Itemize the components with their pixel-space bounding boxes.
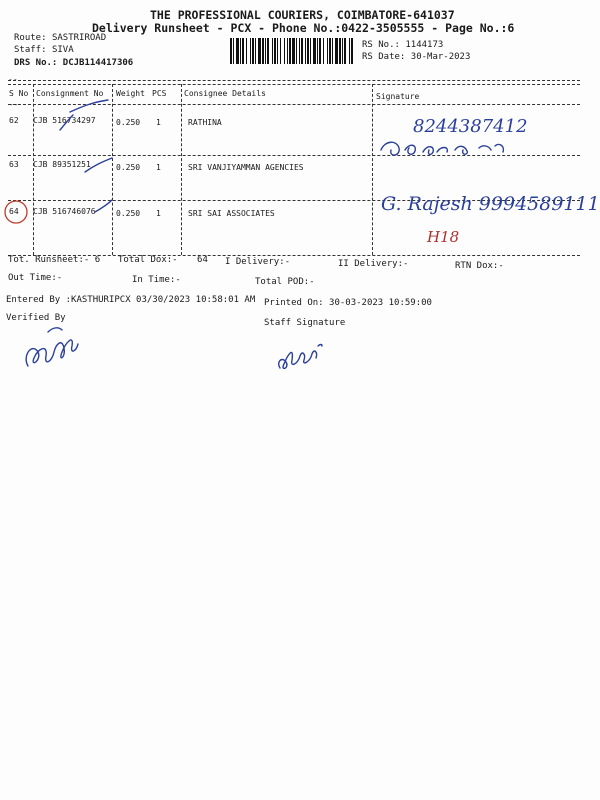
barcode-bar [351,38,353,64]
barcode-bar [242,38,244,64]
row1-sno: 62 [9,116,19,125]
barcode-bar [327,38,328,64]
barcode-bar [319,38,321,64]
col-divider-pcs [181,84,182,255]
row1-consignment: CJB 516734297 [33,116,96,125]
barcode-bar [246,38,247,64]
tick-marks [40,100,130,230]
verifier-signature [18,322,88,374]
header-mark: -- [9,100,19,109]
header-sno: S No [9,89,29,98]
header-consignment: Consignment No [36,89,104,98]
handwritten-signatures [375,110,600,255]
tot-runsheet: Tot. Runsheet:- 6 [8,255,101,265]
barcode-bar [342,38,343,64]
barcode-bar [307,38,309,64]
rs-no-line [362,40,443,50]
barcode-bar [262,38,264,64]
row3-weight: 0.250 [116,209,141,218]
barcode-bar [323,38,324,64]
row3-note: H18 [427,228,460,246]
barcode-bar [329,38,331,64]
company-title: THE PROFESSIONAL COURIERS, COIMBATORE-641037 [150,8,455,22]
row2-pcs: 1 [156,163,161,172]
row2-consignment: CJB 89351251 [33,160,91,169]
rtn-dox: RTN Dox:- [455,261,504,271]
barcode-bar [233,38,234,64]
route-label: Route: [14,33,47,43]
row1-pcs: 1 [156,118,161,127]
row3-consignee: SRI SAI ASSOCIATES [188,209,275,218]
row1-signature-text: 8244387412 [413,116,528,137]
printed-on: Printed On: 30-03-2023 10:59:00 [264,298,432,308]
barcode-bar [344,38,346,64]
barcode-bar [240,38,241,64]
barcode-bar [287,38,288,64]
table-top-rule [8,80,580,81]
staff-value: SIVA [51,45,74,55]
barcode-bar [310,38,311,64]
drs-line [14,58,133,68]
total-dox [118,255,208,265]
total-dox-label: Total Dox:- [118,255,178,265]
barcode-bar [267,38,269,64]
staff-label: Staff: [14,45,47,55]
rs-no-label: RS No.: [362,40,400,50]
row2-sno: 63 [9,160,19,169]
row3-pcs: 1 [156,209,161,218]
rs-date-line [362,52,470,62]
verified-by: Verified By [6,313,66,323]
circle-mark [2,198,32,228]
drs-value: DCJB114417306 [62,58,134,68]
header-pcs: PCS [152,89,167,98]
table-corner-mark: -- [8,75,18,84]
staff-line [14,45,74,55]
total-pod: Total POD:- [255,277,315,287]
barcode-bar [265,38,266,64]
route-line [14,33,106,43]
barcode-bar [289,38,291,64]
barcode-bar [332,38,333,64]
barcode-bar [284,38,285,64]
barcode-bar [252,38,254,64]
barcode-bar [299,38,300,64]
row1-consignee: RATHINA [188,118,222,127]
header-weight: Weight [116,89,145,98]
barcode-bar [335,38,338,64]
barcode-bar [349,38,350,64]
ii-delivery: II Delivery:- [338,259,409,269]
barcode-bar [296,38,297,64]
barcode-bar [272,38,273,64]
barcode-bar [301,38,303,64]
i-delivery: I Delivery:- [225,257,291,267]
row3-signature-text: G. Rajesh 9994589111 [381,193,600,215]
table-top-rule-2 [8,84,580,85]
out-time: Out Time:- [8,273,63,283]
entered-by: Entered By :KASTHURIPCX 03/30/2023 10:58:01 AM [6,295,256,305]
row3-sno: 64 [9,207,19,216]
drs-label: DRS No.: [14,58,58,68]
rs-date-label: RS Date: [362,52,406,62]
header-consignee: Consignee Details [184,89,266,98]
rs-no-value: 1144173 [405,40,444,50]
barcode-bar [255,38,256,64]
header-signature: Signature [376,92,420,101]
barcode-bar [317,38,318,64]
row1-weight: 0.250 [116,118,141,127]
row2-weight: 0.250 [116,163,141,172]
barcode-bar [280,38,281,64]
row3-consignment: CJB 516746076 [33,207,96,216]
barcode-bar [258,38,261,64]
barcode-bar [313,38,316,64]
barcode-image [230,38,355,64]
barcode-bar [236,38,239,64]
barcode-bar [277,38,278,64]
staff-signature: Staff Signature [264,318,346,328]
total-dox-value: 64 [197,255,208,265]
col-divider-consignee [372,84,373,255]
barcode-bar [305,38,306,64]
barcode-bar [339,38,341,64]
route-value: SASTRIROAD [51,33,107,43]
staff-signature-scribble [272,332,332,377]
barcode-bar [292,38,295,64]
col-divider-sno [33,84,34,255]
barcode-bar [230,38,232,64]
row2-consignee: SRI VANJIYAMMAN AGENCIES [188,163,304,172]
barcode-bar [250,38,251,64]
in-time: In Time:- [132,275,181,285]
barcode-bar [274,38,276,64]
rs-date-value: 30-Mar-2023 [410,52,471,62]
runsheet-subtitle: Delivery Runsheet - PCX - Phone No.:0422-3505555 - Page No.:6 [92,21,515,35]
